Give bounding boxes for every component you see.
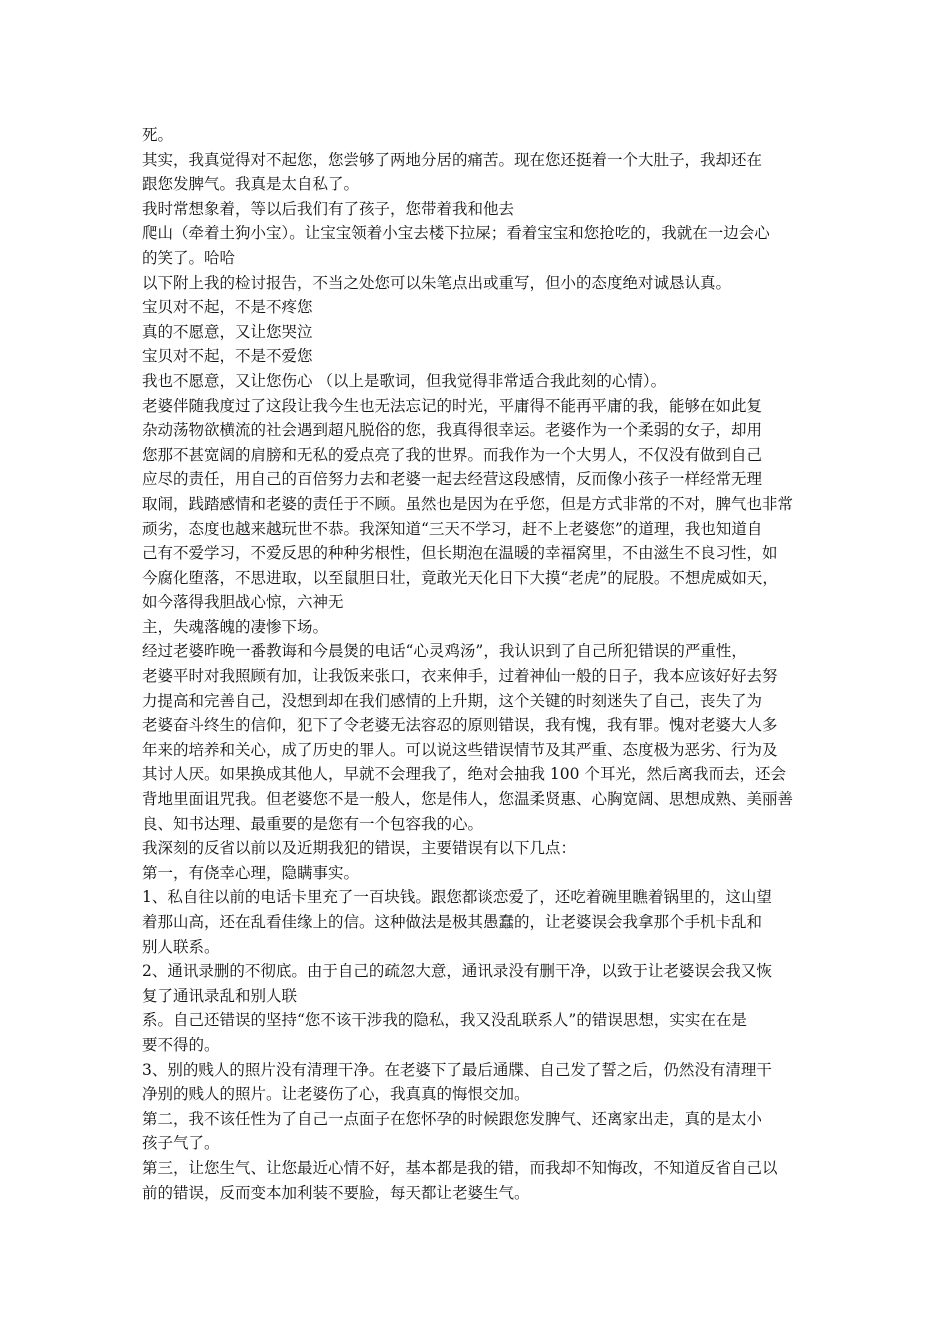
text-line: 我深刻的反省以前以及近期我犯的错误，主要错误有以下几点：: [142, 839, 577, 858]
text-line: 宝贝对不起，不是不疼您: [142, 298, 313, 317]
text-line: 老婆奋斗终生的信仰，犯下了令老婆无法容忍的原则错误，我有愧，我有罪。愧对老婆大人多: [142, 716, 778, 735]
text-line: 您那不甚宽阔的肩膀和无私的爱点亮了我的世界。而我作为一个大男人，不仅没有做到自己: [142, 445, 763, 464]
text-line: 主，失魂落魄的凄惨下场。: [142, 617, 329, 636]
text-line: 己有不爱学习，不爱反思的种种劣根性，但长期泡在温暖的幸福窝里，不由滋生不良习性，如: [142, 544, 778, 563]
text-line: 背地里面诅咒我。但老婆您不是一般人，您是伟人，您温柔贤惠、心胸宽阔、思想成熟、美丽善: [142, 790, 794, 809]
text-line: 3、别的贱人的照片没有清理干净。在老婆下了最后通牒、自己发了誓之后，仍然没有清理干: [142, 1060, 772, 1079]
text-line: 前的错误，反而变本加利装不要脸，每天都让老婆生气。: [142, 1183, 530, 1202]
text-line: 爬山（牵着土狗小宝）。让宝宝领着小宝去楼下拉屎；看着宝宝和您抢吃的，我就在一边会心: [142, 224, 770, 243]
text-line: 真的不愿意，又让您哭泣: [142, 322, 313, 341]
text-line: 的笑了。哈哈: [142, 248, 236, 267]
text-line: 跟您发脾气。我真是太自私了。: [142, 175, 360, 194]
document-body: [142, 123, 818, 1205]
text-line: 老婆平时对我照顾有加，让我饭来张口，衣来伸手，过着神仙一般的日子，我本应该好好去努: [142, 667, 778, 686]
text-line: 复了通讯录乱和别人联: [142, 986, 298, 1005]
text-line: 孩子气了。: [142, 1134, 220, 1153]
text-line: 良、知书达理、最重要的是您有一个包容我的心。: [142, 814, 484, 833]
text-line: 年来的培养和关心，成了历史的罪人。可以说这些错误情节及其严重、态度极为恶劣、行为及: [142, 740, 778, 759]
text-line: 第一，有侥幸心理，隐瞒事实。: [142, 863, 360, 882]
text-line: 第二，我不该任性为了自己一点面子在您怀孕的时候跟您发脾气、还离家出走，真的是太小: [142, 1109, 763, 1128]
text-line: 应尽的责任，用自己的百倍努力去和老婆一起去经营这段感情，反而像小孩子一样经常无理: [142, 470, 763, 489]
text-line: 其讨人厌。如果换成其他人，早就不会理我了，绝对会抽我 100 个耳光，然后离我而去，还会: [142, 765, 786, 784]
text-line: 力提高和完善自己，没想到却在我们感情的上升期，这个关键的时刻迷失了自己，丧失了为: [142, 691, 763, 710]
text-line: 取闹，践踏感情和老婆的责任于不顾。虽然也是因为在乎您，但是方式非常的不对，脾气也非常: [142, 494, 794, 513]
text-line: 老婆伴随我度过了这段让我今生也无法忘记的时光，平庸得不能再平庸的我，能够在如此复: [142, 396, 763, 415]
text-line: 1、私自往以前的电话卡里充了一百块钱。跟您都谈恋爱了，还吃着碗里瞧着锅里的，这山望: [142, 888, 772, 907]
text-line: 我时常想象着，等以后我们有了孩子，您带着我和他去: [142, 199, 515, 218]
text-line: 死。: [142, 126, 174, 144]
text-line: 净别的贱人的照片。让老婆伤了心，我真真的悔恨交加。: [142, 1085, 530, 1104]
text-line: 要不得的。: [142, 1035, 220, 1054]
text-line: 今腐化堕落，不思进取，以至鼠胆日壮，竟敢光天化日下大摸“老虎”的屁股。不想虎威如天，: [142, 568, 778, 587]
text-line: 经过老婆昨晚一番教诲和今晨煲的电话“心灵鸡汤”，我认识到了自己所犯错误的严重性，: [142, 642, 747, 661]
text-line: 以下附上我的检讨报告，不当之处您可以朱笔点出或重写，但小的态度绝对诚恳认真。: [142, 273, 732, 292]
text-line: 宝贝对不起，不是不爱您: [142, 347, 313, 366]
text-line: 第三，让您生气、让您最近心情不好，基本都是我的错，而我却不知悔改，不知道反省自己以: [142, 1158, 778, 1177]
text-line: 我也不愿意，又让您伤心 （以上是歌词，但我觉得非常适合我此刻的心情）。: [142, 371, 667, 390]
text-line: 顽劣，态度也越来越玩世不恭。我深知道“三天不学习，赶不上老婆您”的道理，我也知道自: [142, 519, 763, 538]
text-line: 2、通讯录删的不彻底。由于自己的疏忽大意，通讯录没有删干净，以致于让老婆误会我又恢: [142, 962, 772, 981]
text-line: 别人联系。: [142, 937, 220, 956]
text-line: 其实，我真觉得对不起您，您尝够了两地分居的痛苦。现在您还挺着一个大肚子，我却还在: [142, 150, 763, 169]
text-line: 系。自己还错误的坚持“您不该干涉我的隐私，我又没乱联系人”的错误思想，实实在在是: [142, 1011, 747, 1030]
text-line: 杂动荡物欲横流的社会遇到超凡脱俗的您，我真得很幸运。老婆作为一个柔弱的女子，却用: [142, 421, 763, 440]
text-line: 如今落得我胆战心惊，六神无: [142, 593, 344, 612]
text-line: 着那山高，还在乱看佳缘上的信。这种做法是极其愚蠢的，让老婆误会我拿那个手机卡乱和: [142, 913, 763, 931]
